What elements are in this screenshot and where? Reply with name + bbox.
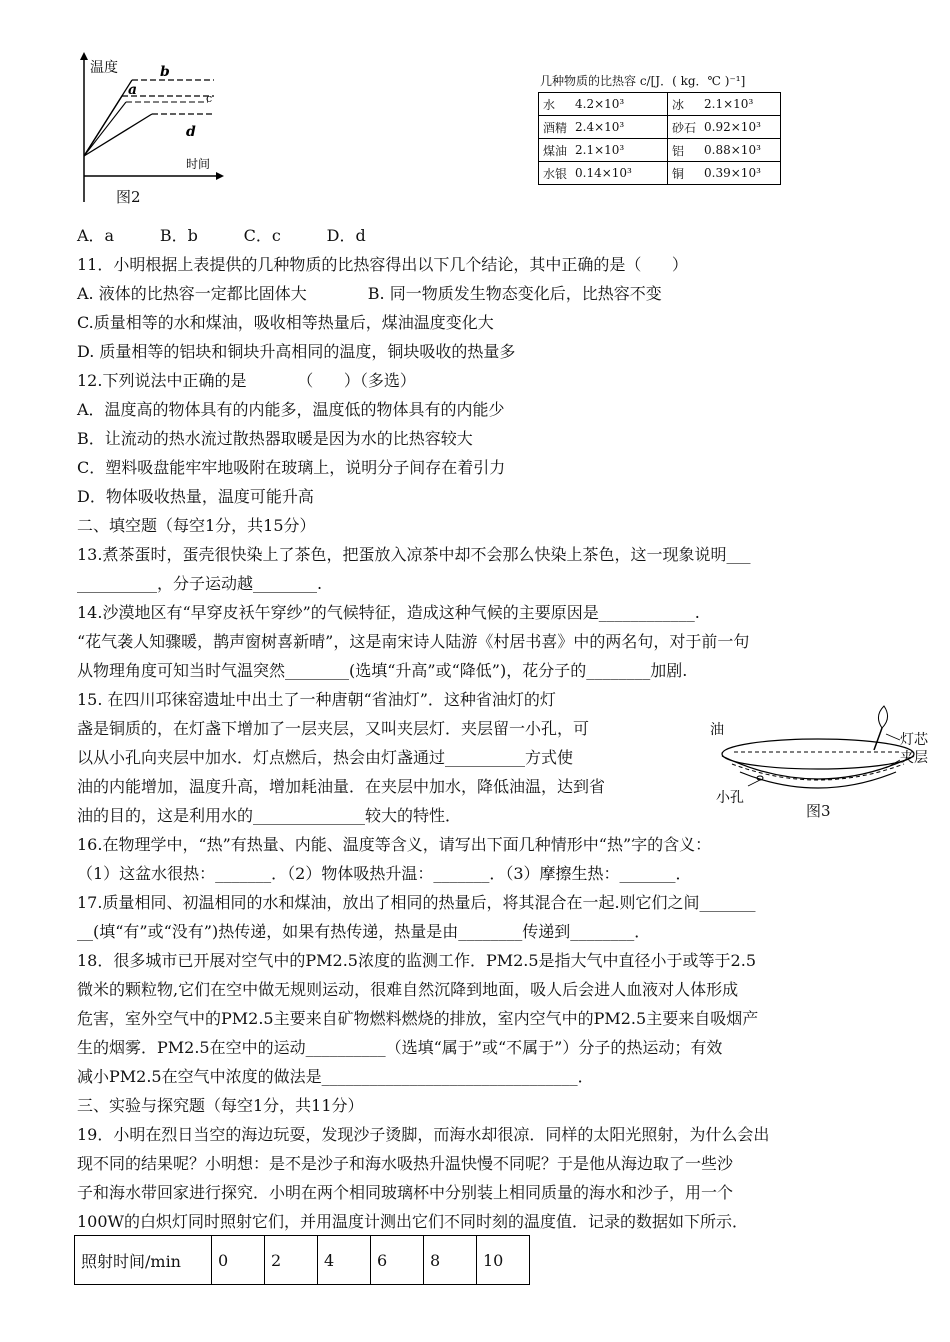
label-layer: 夹层 xyxy=(900,750,928,766)
table-cell: 10 xyxy=(477,1236,530,1285)
question-12-option-c: C．塑料吸盘能牢牢地吸附在玻璃上，说明分子间存在着引力 xyxy=(77,458,506,477)
table-row xyxy=(539,93,781,116)
substance-value: 0.39×10³ xyxy=(700,162,781,185)
question-19-line-3: 子和海水带回家进行探究．小明在两个相同玻璃杯中分别装上相同质量的海水和沙子，用一个 xyxy=(77,1183,734,1202)
question-15-line-1: 15. 在四川邛徕窑遗址中出土了一种唐朝“省油灯”．这种省油灯的灯 xyxy=(77,690,556,709)
question-18-line-1: 18．很多城市已开展对空气中的PM2.5浓度的监测工作．PM2.5是指大气中直径小于或等于2.5 xyxy=(77,951,756,970)
section-3-heading: 三、实验与探究题（每空1分，共11分） xyxy=(77,1096,364,1115)
question-16-line-1: 16.在物理学中，“热”有热量、内能、温度等含义，请写出下面几种情形中“热”字的含义： xyxy=(77,835,712,854)
question-17-line-1: 17.质量相同、初温相同的水和煤油，放出了相同的热量后，将其混合在一起.则它们之间_______ xyxy=(77,893,756,912)
substance-value: 4.2×10³ xyxy=(571,93,668,116)
section-2-heading: 二、填空题（每空1分，共15分） xyxy=(77,516,316,535)
figure-3-caption: 图3 xyxy=(806,802,831,820)
question-11-option-ab: A. 液体的比热容一定都比固体大 B. 同一物质发生物态变化后，比热容不变 xyxy=(77,284,662,303)
figure-2-caption: 图2 xyxy=(116,188,141,206)
question-14-line-1: 14.沙漠地区有“早穿皮袄午穿纱”的气候特征，造成这种气候的主要原因是____________. xyxy=(77,603,700,622)
question-12-option-a: A．温度高的物体具有的内能多，温度低的物体具有的内能少 xyxy=(77,400,505,419)
table-row xyxy=(539,116,781,139)
question-19-line-2: 现不同的结果呢？小明想：是不是沙子和海水吸热升温快慢不同呢？于是他从海边取了一些沙 xyxy=(77,1154,734,1173)
question-15-line-3: 以从小孔向夹层中加水．灯点燃后，热会由灯盏通过__________方式使 xyxy=(77,748,574,767)
substance-name: 铜 xyxy=(668,162,701,185)
question-14-line-2: “花气袭人知骤暖，鹊声窗树喜新晴”，这是南宋诗人陆游《村居书喜》中的两名句，对于前一句 xyxy=(77,632,750,651)
substance-name: 煤油 xyxy=(539,139,572,162)
table-cell: 2 xyxy=(265,1236,318,1285)
question-10-options: A．a B．b C．c D．d xyxy=(77,226,366,245)
question-18-line-2: 微米的颗粒物,它们在空中做无规则运动，很难自然沉降到地面，吸人后会进人血液对人体形成 xyxy=(77,980,739,999)
label-wick: 灯芯 xyxy=(900,732,928,748)
question-18-line-3: 危害，室外空气中的PM2.5主要来自矿物燃料燃烧的排放，室内空气中的PM2.5主要来自吸烟产 xyxy=(77,1009,759,1028)
question-11-stem: 11．小明根据上表提供的几种物质的比热容得出以下几个结论，其中正确的是（ ） xyxy=(77,255,688,274)
curve-c-label: c xyxy=(206,92,213,105)
label-oil: 油 xyxy=(710,722,724,738)
curve-d-label: d xyxy=(186,124,196,140)
table-row xyxy=(539,139,781,162)
substance-value: 0.14×10³ xyxy=(571,162,668,185)
substance-name: 酒精 xyxy=(539,116,572,139)
table-row xyxy=(539,162,781,185)
substance-name: 水银 xyxy=(539,162,572,185)
question-18-line-4: 生的烟雾．PM2.5在空中的运动__________（选填“属于”或“不属于”）分子的热运动；有效 xyxy=(77,1038,723,1057)
question-15-line-5: 油的目的，这是利用水的______________较大的特性． xyxy=(77,806,462,825)
question-12-option-b: B．让流动的热水流过散热器取暖是因为水的比热容较大 xyxy=(77,429,473,448)
substance-name: 砂石 xyxy=(668,116,701,139)
table-row xyxy=(75,1236,530,1285)
substance-value: 2.1×10³ xyxy=(571,139,668,162)
question-15-line-4: 油的内能增加，温度升高，增加耗油量．在夹层中加水，降低油温，达到省 xyxy=(77,777,606,796)
substance-value: 2.1×10³ xyxy=(700,93,781,116)
substance-name: 铝 xyxy=(668,139,701,162)
question-12-option-d: D．物体吸收热量，温度可能升高 xyxy=(77,487,314,506)
question-11-option-d: D. 质量相等的铝块和铜块升高相同的温度，铜块吸收的热量多 xyxy=(77,342,516,361)
question-19-line-1: 19．小明在烈日当空的海边玩耍，发现沙子烫脚，而海水却很凉．同样的太阳光照射，为什么会出 xyxy=(77,1125,770,1144)
substance-value: 0.88×10³ xyxy=(700,139,781,162)
question-12-stem: 12.下列说法中正确的是 （ ）（多选） xyxy=(77,371,416,390)
table-cell: 0 xyxy=(212,1236,265,1285)
substance-value: 2.4×10³ xyxy=(571,116,668,139)
question-14-line-3: 从物理角度可知当时气温突然________(选填“升高”或“降低”)，花分子的________加剧. xyxy=(77,661,688,680)
label-hole: 小孔 xyxy=(716,790,744,806)
irradiation-data-table xyxy=(74,1235,530,1285)
question-11-option-c: C.质量相等的水和煤油，吸收相等热量后，煤油温度变化大 xyxy=(77,313,494,332)
question-13-line-1: 13.煮茶蛋时，蛋壳很快染上了茶色，把蛋放入凉茶中却不会那么快染上茶色，这一现象说明___ xyxy=(77,545,751,564)
curve-b-label: b xyxy=(160,64,170,80)
x-axis-label: 时间 xyxy=(186,157,211,171)
table-cell: 8 xyxy=(424,1236,477,1285)
specific-heat-table xyxy=(538,92,781,185)
substance-name: 冰 xyxy=(668,93,701,116)
table-header: 照射时间/min xyxy=(75,1236,212,1285)
substance-value: 0.92×10³ xyxy=(700,116,781,139)
question-13-line-2: __________，分子运动越________. xyxy=(77,574,323,593)
question-18-line-5: 减小PM2.5在空气中浓度的做法是________________________________． xyxy=(77,1067,594,1086)
figure-2-temperature-graph xyxy=(68,50,228,210)
substance-name: 水 xyxy=(539,93,572,116)
question-15-line-2: 盏是铜质的，在灯盏下增加了一层夹层，又叫夹层灯．夹层留一小孔，可 xyxy=(77,719,590,738)
curve-a-label: a xyxy=(128,82,138,98)
question-19-line-4: 100W的白炽灯同时照射它们，并用温度计测出它们不同时刻的温度值．记录的数据如下所示． xyxy=(77,1212,748,1231)
y-axis-label: 温度 xyxy=(90,60,118,76)
table-cell: 4 xyxy=(318,1236,371,1285)
question-16-line-2: （1）这盆水很热：_______．（2）物体吸热升温：_______．（3）摩擦生热：_______． xyxy=(77,864,692,883)
question-17-line-2: __(填“有”或“没有”)热传递，如果有热传递，热量是由________传递到________． xyxy=(77,922,651,941)
heat-table-title: 几种物质的比热容 c/[J．( kg．℃ )⁻¹] xyxy=(540,74,746,88)
table-cell: 6 xyxy=(371,1236,424,1285)
